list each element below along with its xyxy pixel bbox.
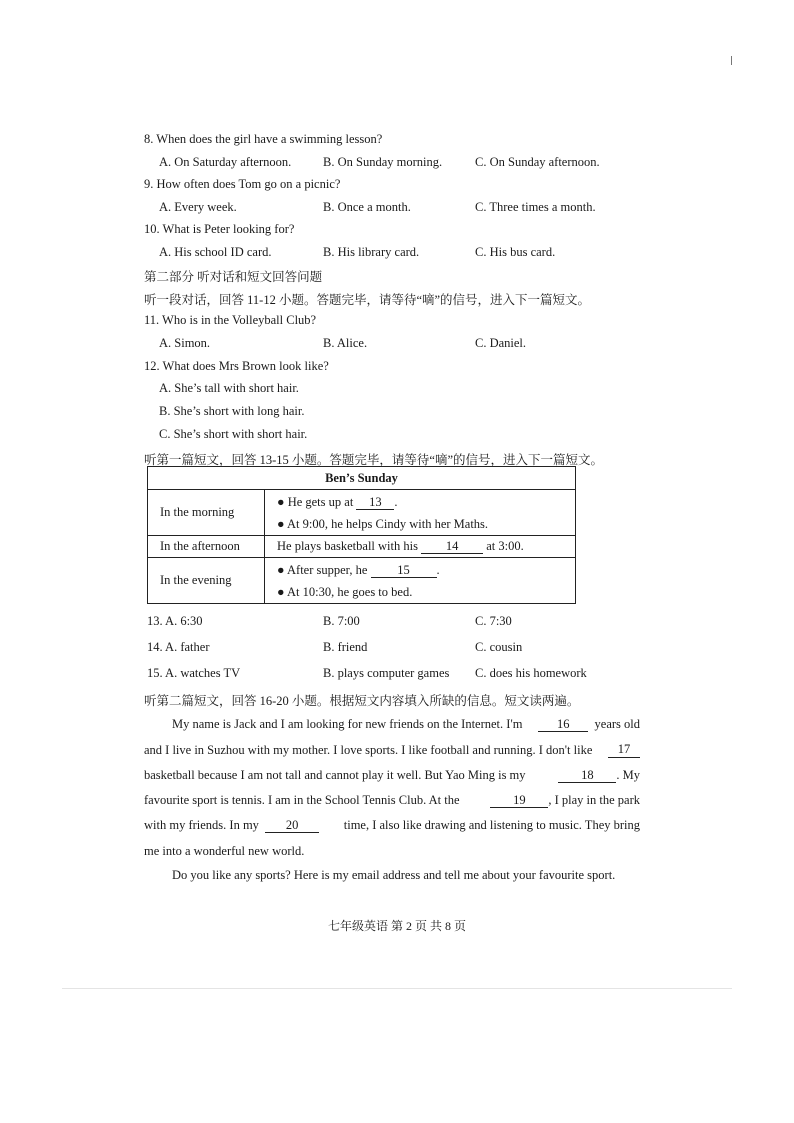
- afternoon-text: He plays basketball with his: [277, 539, 418, 553]
- question-10: 10. What is Peter looking for?: [144, 222, 295, 236]
- question-11: 11. Who is in the Volleyball Club?: [144, 313, 317, 327]
- blank-18: 18: [558, 769, 616, 783]
- passage-line-1: [172, 717, 640, 732]
- evening-line-1-text: After supper, he: [287, 562, 368, 577]
- table-row-morning: [148, 490, 576, 536]
- row-label-morning: In the morning: [148, 490, 265, 536]
- page-footer: 七年级英语 第 2 页 共 8 页: [327, 919, 466, 933]
- passage-text: basketball because I am not tall and cannot play it well. But Yao Ming is my: [144, 768, 526, 782]
- passage-text: years old: [594, 717, 640, 731]
- q13-option-b: B. 7:00: [323, 614, 360, 628]
- q12-option-b: B. She’s short with long hair.: [159, 404, 305, 418]
- row-content-morning: [265, 490, 576, 536]
- question-12: 12. What does Mrs Brown look like?: [144, 359, 329, 373]
- instruction-passage-1: 听第一篇短文，回答 13-15 小题。答题完毕，请等待“嘀”的信号，进入下一篇短文。: [144, 453, 604, 467]
- q14-option-a: 14. A. father: [147, 640, 210, 654]
- bullet-icon: ●: [277, 562, 285, 577]
- blank-17: 17: [608, 743, 640, 758]
- q13-option-c: C. 7:30: [475, 614, 512, 628]
- q8-option-b: B. On Sunday morning.: [323, 155, 443, 169]
- blank-16: 16: [538, 718, 588, 732]
- passage-text: , I play in the park: [548, 793, 640, 807]
- passage-line-6: me into a wonderful new world.: [144, 844, 305, 858]
- scan-edge-line: [62, 988, 732, 989]
- blank-15: 15: [371, 564, 437, 578]
- passage-text: with my friends. In my: [144, 818, 259, 832]
- morning-line-1-end: .: [394, 494, 398, 509]
- passage-line-4: [144, 793, 640, 808]
- q14-option-c: C. cousin: [475, 640, 523, 654]
- passage-line-7: Do you like any sports? Here is my email address and tell me about your favourite sport.: [172, 868, 616, 882]
- q15-option-c: C. does his homework: [475, 666, 587, 680]
- q9-option-a: A. Every week.: [159, 200, 237, 214]
- q9-option-c: C. Three times a month.: [475, 200, 596, 214]
- passage-text: favourite sport is tennis. I am in the School Tennis Club. At the: [144, 793, 460, 807]
- instruction-dialogue: 听一段对话，回答 11-12 小题。答题完毕，请等待“嘀”的信号，进入下一篇短文。: [144, 293, 591, 307]
- passage-text: time, I also like drawing and listening to music. They bring: [343, 818, 640, 832]
- q13-option-a: 13. A. 6:30: [147, 614, 203, 628]
- q8-option-c: C. On Sunday afternoon.: [475, 155, 600, 169]
- blank-19: 19: [490, 794, 548, 808]
- question-9: 9. How often does Tom go on a picnic?: [144, 177, 341, 191]
- question-8: 8. When does the girl have a swimming lesson?: [144, 132, 383, 146]
- blank-14: 14: [421, 540, 483, 554]
- passage-text: . My: [616, 768, 640, 782]
- passage-line-2: [144, 743, 640, 758]
- table-row-afternoon: [148, 536, 576, 558]
- passage-text: and I live in Suzhou with my mother. I love sports. I like football and running. I don't like: [144, 743, 593, 757]
- passage-line-5: [144, 818, 640, 833]
- evening-line-2-text: At 10:30, he goes to bed.: [287, 584, 413, 599]
- q10-option-b: B. His library card.: [323, 245, 420, 259]
- row-content-evening: [265, 558, 576, 604]
- q12-option-a: A. She’s tall with short hair.: [159, 381, 299, 395]
- q10-option-a: A. His school ID card.: [159, 245, 272, 259]
- q9-option-b: B. Once a month.: [323, 200, 411, 214]
- scan-mark: [731, 56, 732, 65]
- instruction-passage-2: 听第二篇短文，回答 16-20 小题。根据短文内容填入所缺的信息。短文读两遍。: [144, 694, 580, 708]
- q8-option-a: A. On Saturday afternoon.: [159, 155, 292, 169]
- row-label-afternoon: In the afternoon: [148, 536, 265, 558]
- part2-heading: 第二部分 听对话和短文回答问题: [144, 270, 323, 284]
- blank-13: 13: [356, 496, 394, 510]
- morning-line-2-text: At 9:00, he helps Cindy with her Maths.: [287, 516, 489, 531]
- evening-line-1-end: .: [436, 562, 440, 577]
- q11-option-b: B. Alice.: [323, 336, 368, 350]
- q11-option-c: C. Daniel.: [475, 336, 527, 350]
- bullet-icon: ●: [277, 584, 285, 599]
- afternoon-text-end: at 3:00.: [486, 539, 524, 553]
- table-title: Ben’s Sunday: [148, 467, 576, 490]
- q10-option-c: C. His bus card.: [475, 245, 556, 259]
- blank-20: 20: [265, 819, 319, 833]
- q11-option-a: A. Simon.: [159, 336, 211, 350]
- bullet-icon: ●: [277, 516, 285, 531]
- bens-sunday-table: [147, 466, 576, 604]
- q15-option-b: B. plays computer games: [323, 666, 450, 680]
- q15-option-a: 15. A. watches TV: [147, 666, 241, 680]
- q14-option-b: B. friend: [323, 640, 368, 654]
- q12-option-c: C. She’s short with short hair.: [159, 427, 308, 441]
- passage-line-3: [144, 768, 640, 783]
- table-row-evening: [148, 558, 576, 604]
- passage-text: My name is Jack and I am looking for new friends on the Internet. I'm: [172, 717, 523, 731]
- morning-line-1-text: He gets up at: [287, 494, 354, 509]
- row-label-evening: In the evening: [148, 558, 265, 604]
- bullet-icon: ●: [277, 494, 285, 509]
- row-content-afternoon: [265, 536, 576, 558]
